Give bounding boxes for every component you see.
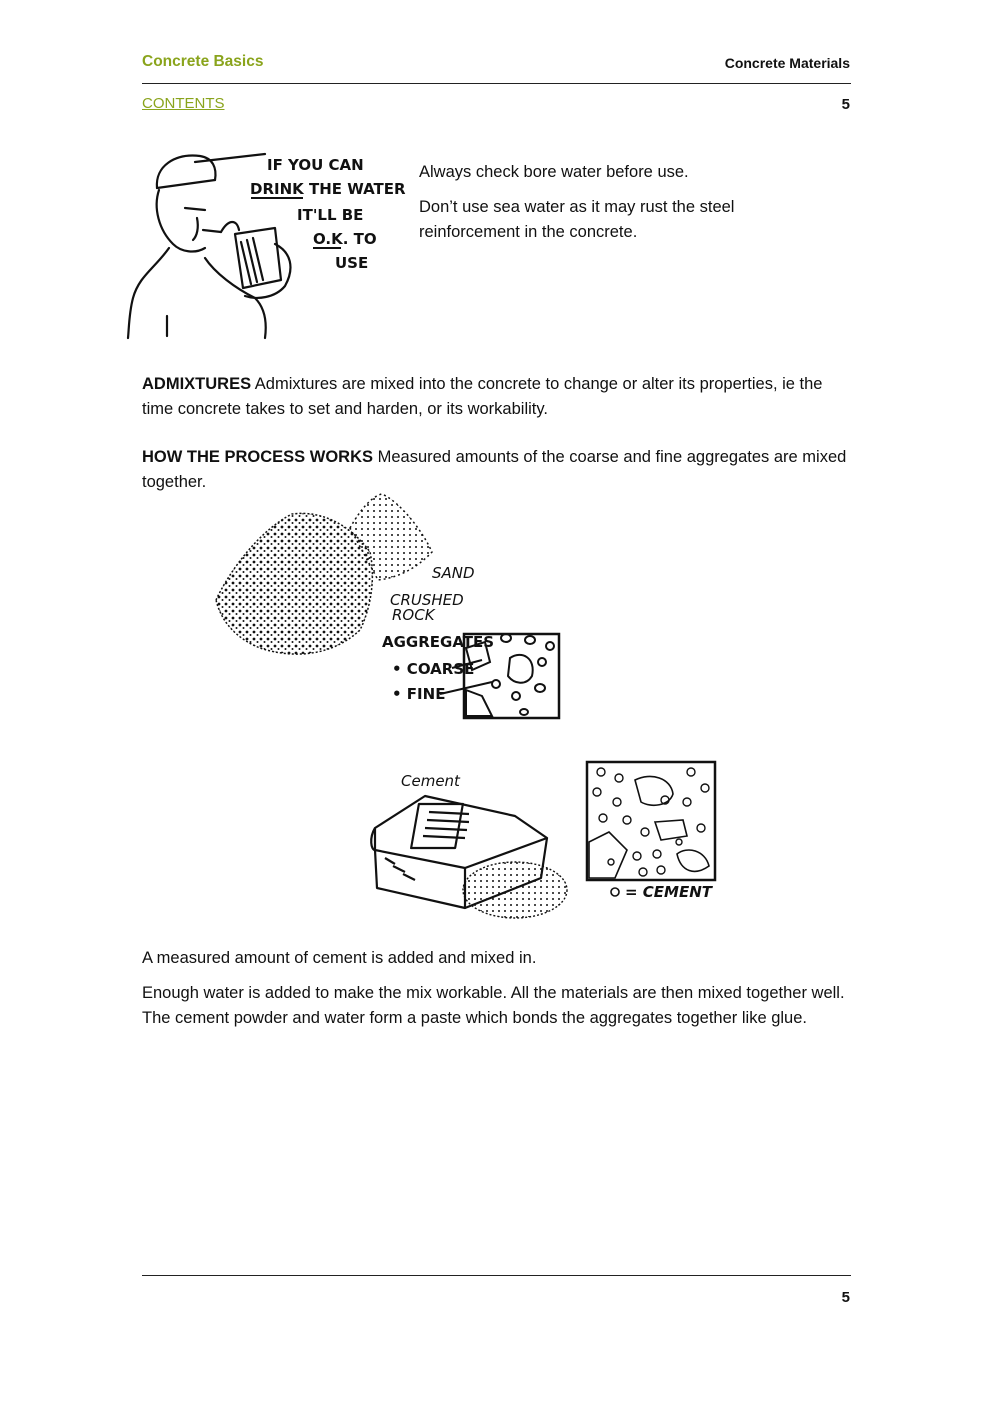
document-title: Concrete Basics xyxy=(142,53,264,70)
page-number-bottom: 5 xyxy=(841,1289,850,1306)
water-advice xyxy=(419,160,839,245)
caption-line-3: IT'LL BE xyxy=(297,206,364,224)
coarse-label: • COARSE xyxy=(392,660,475,678)
caption-line-4: O.K. TO xyxy=(313,230,377,248)
admixtures-body: Admixtures are mixed into the concrete to change or alter its properties, ie the time concrete takes to set and harden, or its workability. xyxy=(142,375,823,418)
caption-line-2: DRINK THE WATER xyxy=(250,180,406,198)
sea-water-text: Don’t use sea water as it may rust the steel reinforcement in the concrete. xyxy=(419,198,735,241)
process-paragraph xyxy=(142,445,851,495)
caption-line-5: USE xyxy=(335,254,369,272)
cement-added-text: A measured amount of cement is added and mixed in. xyxy=(142,949,537,967)
drinking-water-illustration xyxy=(125,148,410,343)
admixtures-paragraph xyxy=(142,372,851,422)
caption-line-1: IF YOU CAN xyxy=(267,156,364,174)
cement-paragraphs xyxy=(142,946,851,1031)
aggregates-label: AGGREGATES xyxy=(382,633,495,651)
cement-illustration xyxy=(365,758,725,926)
sand-label: SAND xyxy=(432,564,475,582)
contents-link[interactable]: CONTENTS xyxy=(142,95,225,112)
fine-label: • FINE xyxy=(392,685,446,703)
page-number-top: 5 xyxy=(841,96,850,113)
aggregates-illustration xyxy=(210,490,570,725)
cement-legend-label: = CEMENT xyxy=(625,883,713,901)
crushed-rock-label-2: ROCK xyxy=(392,606,435,624)
crushed-rock-label-1: CRUSHED xyxy=(390,591,464,609)
section-title: Concrete Materials xyxy=(724,55,850,71)
water-mix-text: Enough water is added to make the mix workable. All the materials are then mixed together well. The cement powder and water form a paste which bonds the aggregates together like glue. xyxy=(142,984,845,1027)
footer-divider xyxy=(142,1275,851,1276)
process-heading: HOW THE PROCESS WORKS xyxy=(142,448,374,466)
cement-bag-label: Cement xyxy=(401,772,460,790)
bore-water-text: Always check bore water before use. xyxy=(419,163,689,181)
header-divider xyxy=(142,83,851,84)
admixtures-heading: ADMIXTURES xyxy=(142,375,252,393)
process-body: Measured amounts of the coarse and fine aggregates are mixed together. xyxy=(142,448,847,491)
